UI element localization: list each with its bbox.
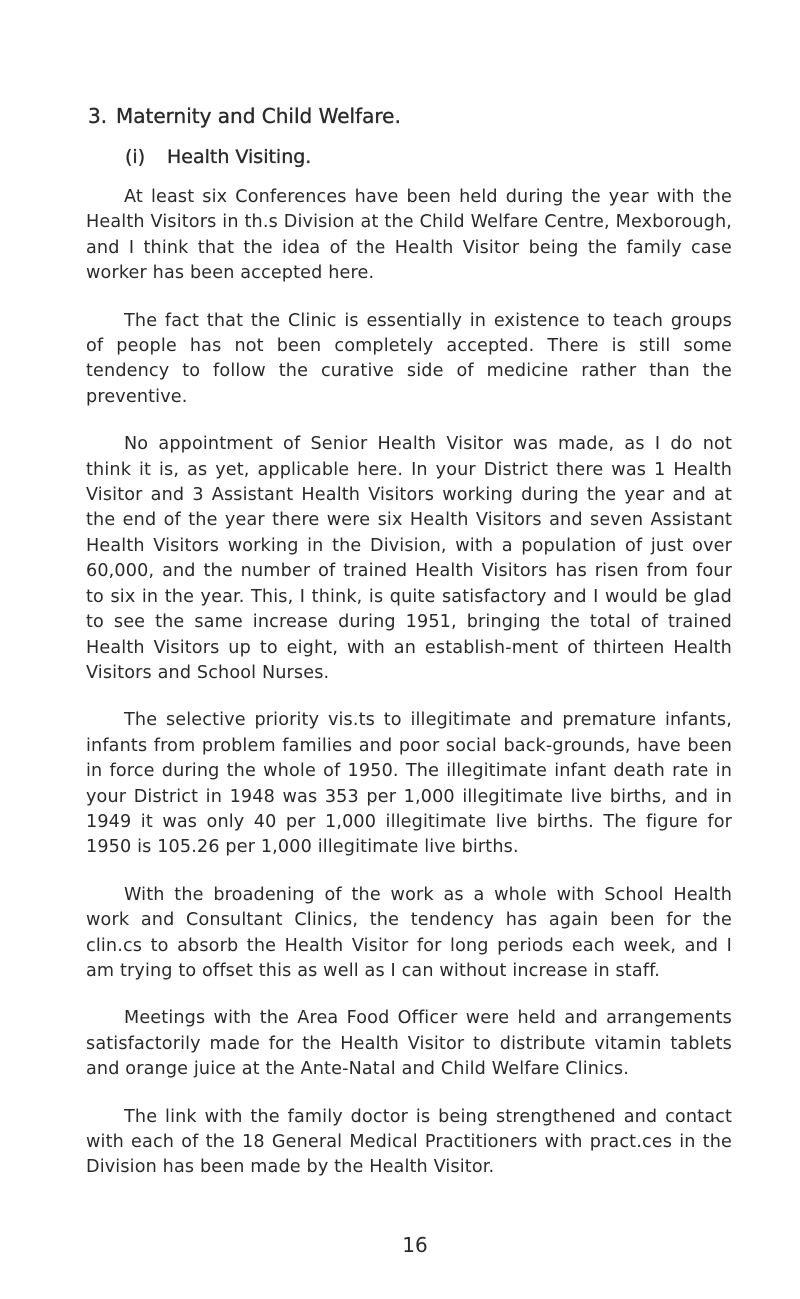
paragraph-broadening-work: With the broadening of the work as a whole with School Health work and Consultant Clinics, the tendency has again been for the clin.cs to absorb the Health Visitor for long periods each week, and I am trying to offset this as well as I can without increase in staff. — [86, 884, 732, 981]
section-number: 3. — [88, 104, 108, 128]
section-heading — [88, 101, 401, 131]
section-title: Maternity and Child Welfare. — [116, 104, 401, 128]
paragraph-family-doctor: The link with the family doctor is being strengthened and contact with each of the 18 General Medical Practitioners with pract.ces in the Division has been made by the Health Visitor. — [86, 1106, 732, 1178]
paragraph-clinic-purpose: The fact that the Clinic is essentially in existence to teach groups of people has not been completely accepted. There is still some tendency to follow the curative side of medicine rather than the preventive. — [86, 310, 732, 407]
body-text — [86, 185, 732, 1203]
page-number: 16 — [402, 1233, 428, 1257]
paragraph-food-officer: Meetings with the Area Food Officer were held and arrangements satisfactorily made for the Health Visitor to distribute vitamin tablets and orange juice at the Ante-Natal and Child Welfare Clinics. — [86, 1008, 732, 1080]
subsection-number: (i) — [125, 146, 146, 168]
paragraph-staffing: No appointment of Senior Health Visitor was made, as I do not think it is, as yet, applicable here. In your District there was 1 Health Visitor and 3 Assistant Health Visitors working during the year and at the end of the year there were six Health Visitors and seven Assistant Health Visitors working in the Division, with a population of just over 60,000, and the number of trained Health Visitors has risen from four to six in the year. This, I think, is quite satisfactory and I would be glad to see the same increase during 1951, bringing the total of trained Health Visitors up to eight, with an establish-ment of thirteen Health Visitors and School Nurses. — [86, 434, 732, 683]
subsection-heading — [125, 142, 311, 172]
paragraph-conferences: At least six Conferences have been held during the year with the Health Visitors in th.s Division at the Child Welfare Centre, Mexborough, and I think that the idea of the Health Visitor being the family case worker has been accepted here. — [86, 187, 732, 284]
paragraph-priority-visits: The selective priority vis.ts to illegitimate and premature infants, infants from problem families and poor social back-grounds, have been in force during the whole of 1950. The illegitimate infant death rate in your District in 1948 was 353 per 1,000 illegitimate live births, and in 1949 it was only 40 per 1,000 illegitimate live births. The figure for 1950 is 105.26 per 1,000 illegitimate live births. — [86, 710, 732, 858]
subsection-title: Health Visiting. — [167, 146, 312, 168]
